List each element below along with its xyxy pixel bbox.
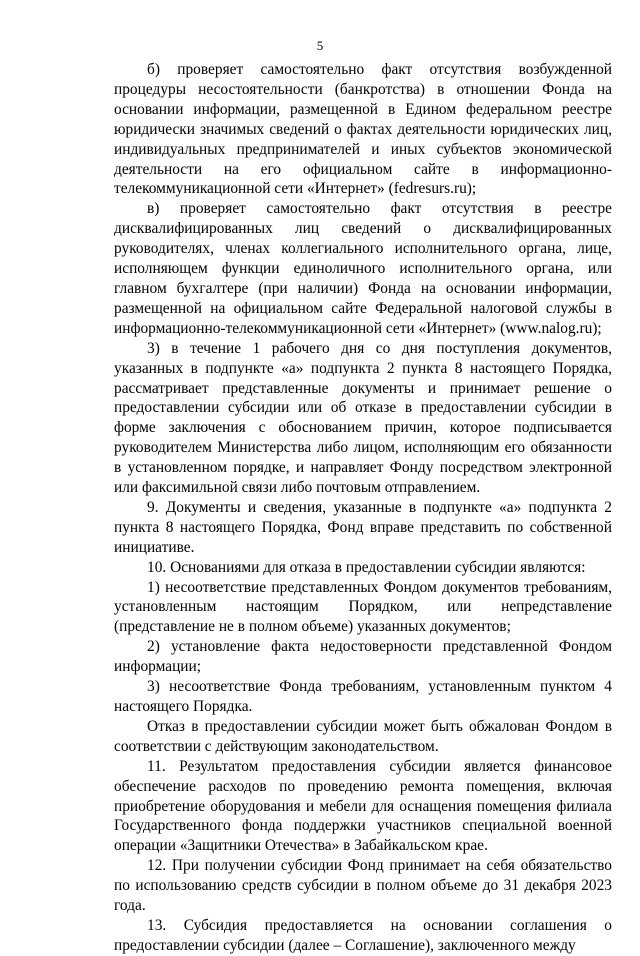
paragraph-13: 13. Субсидия предоставляется на основании соглашения о предоставлении субсидии (далее – Соглашение), заключенного между xyxy=(114,916,612,954)
paragraph-9: 9. Документы и сведения, указанные в подпункте «а» подпункта 2 пункта 8 настоящего Порядка, Фонд вправе представить по собственной инициативе. xyxy=(114,498,612,556)
paragraph-8-2-b: б) проверяет самостоятельно факт отсутствия возбужденной процедуры несостоятельности (банкротства) в отношении Фонда на основании информации, размещенной в Едином федеральном реестре юридически значимых сведений о фактах деятельности юридических лиц, индивидуальных предпринимателей и иных субъектов экономической деятельности на его официальном сайте в информационно-телекоммуникационной сети «Интернет» (fedresurs.ru); xyxy=(114,61,612,198)
paragraph-8-2-v: в) проверяет самостоятельно факт отсутствия в реестре дисквалифицированных лиц сведений о дисквалифицированных руководителях, членах коллегиального исполнительного органа, лице, исполняющем функции единоличного исполнительного органа, или главном бухгалтере (при наличии) Фонда на основании информации, размещенной на официальном сайте Федеральной налоговой службы в информационно-телекоммуникационной сети «Интернет» (www.nalog.ru); xyxy=(114,200,612,337)
paragraph-12: 12. При получении субсидии Фонд принимает на себя обязательство по использованию средств субсидии в полном объеме до 31 декабря 2023 года. xyxy=(114,857,612,915)
paragraph-10-3: 3) несоответствие Фонда требованиям, установленным пунктом 4 настоящего Порядка. xyxy=(114,678,612,715)
paragraph-8-3: 3) в течение 1 рабочего дня со дня поступления документов, указанных в подпункте «а» подпункта 2 пункта 8 настоящего Порядка, рассматривает представленные документы и принимает решение о предоставлении субсидии или об отказе в предоставлении субсидии в форме заключения с обоснованием причин, которое подписывается руководителем Министерства либо лицом, исполняющим его обязанности в установленном порядке, и направляет Фонду посредством электронной или факсимильной связи либо почтовым отправлением. xyxy=(114,339,612,497)
paragraph-10-2: 2) установление факта недостоверности представленной Фондом информации; xyxy=(114,638,612,676)
document-body xyxy=(114,60,612,956)
paragraph-10-1: 1) несоответствие представленных Фондом документов требованиям, установленным настоящим Порядком, или непредставление (представление не в полном объеме) указанных документов; xyxy=(114,578,612,636)
paragraph-refusal-appeal: Отказ в предоставлении субсидии может быть обжалован Фондом в соответствии с действующим законодательством. xyxy=(114,717,612,755)
page-number: 5 xyxy=(316,38,324,53)
paragraph-11: 11. Результатом предоставления субсидии является финансовое обеспечение расходов по проведению ремонта помещения, включая приобретение оборудования и мебели для оснащения помещения филиала Государственного фонда поддержки участников специальной военной операции «Защитники Отечества» в Забайкальском крае. xyxy=(114,757,612,855)
paragraph-10: 10. Основаниями для отказа в предоставлении субсидии являются: xyxy=(147,558,586,576)
